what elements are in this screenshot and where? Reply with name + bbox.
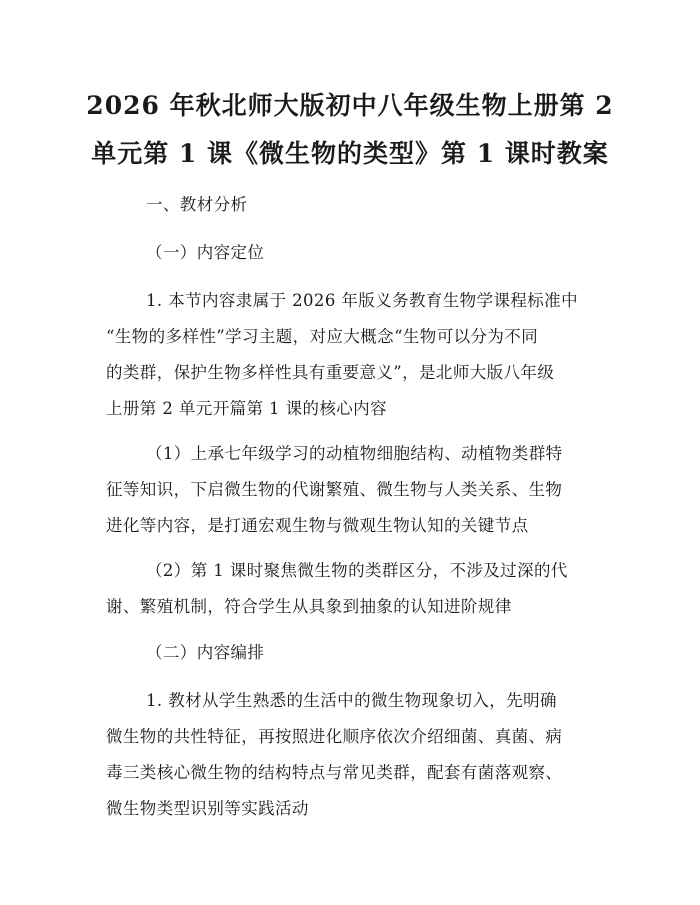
paragraph-line: 上册第 2 单元开篇第 1 课的核心内容 [106,399,387,418]
paragraph-line: 微生物类型识别等实践活动 [106,799,309,818]
paragraph-line: （2）第 1 课时聚焦微生物的类群区分，不涉及过深的代 [146,561,568,580]
section-heading-textbook-analysis: 一、教材分析 [146,195,248,214]
document-title-line-2: 单元第 1 课《微生物的类型》第 1 课时教案 [91,139,609,168]
paragraph-line: 的类群，保护生物多样性具有重要意义”，是北师大版八年级 [106,363,555,382]
paragraph-line: “生物的多样性”学习主题，对应大概念“生物可以分为不同 [106,327,539,346]
paragraph-line: 征等知识，下启微生物的代谢繁殖、微生物与人类关系、生物 [106,480,563,499]
paragraph-line: 谢、繁殖机制，符合学生从具象到抽象的认知进阶规律 [106,597,512,616]
paragraph-line: 1. 教材从学生熟悉的生活中的微生物现象切入，先明确 [146,691,557,710]
paragraph-line: 进化等内容，是打通宏观生物与微观生物认知的关键节点 [106,516,529,535]
subsection-heading-content-positioning: （一）内容定位 [146,243,265,262]
paragraph-line: （1）上承七年级学习的动植物细胞结构、动植物类群特 [146,444,563,463]
document-title-line-1: 2026 年秋北师大版初中八年级生物上册第 2 [86,91,614,120]
subsection-heading-content-arrangement: （二）内容编排 [146,643,265,662]
paragraph-line: 微生物的共性特征，再按照进化顺序依次介绍细菌、真菌、病 [106,727,563,746]
paragraph-line: 毒三类核心微生物的结构特点与常见类群，配套有菌落观察、 [106,763,563,782]
paragraph-line: 1. 本节内容隶属于 2026 年版义务教育生物学课程标准中 [146,291,578,310]
